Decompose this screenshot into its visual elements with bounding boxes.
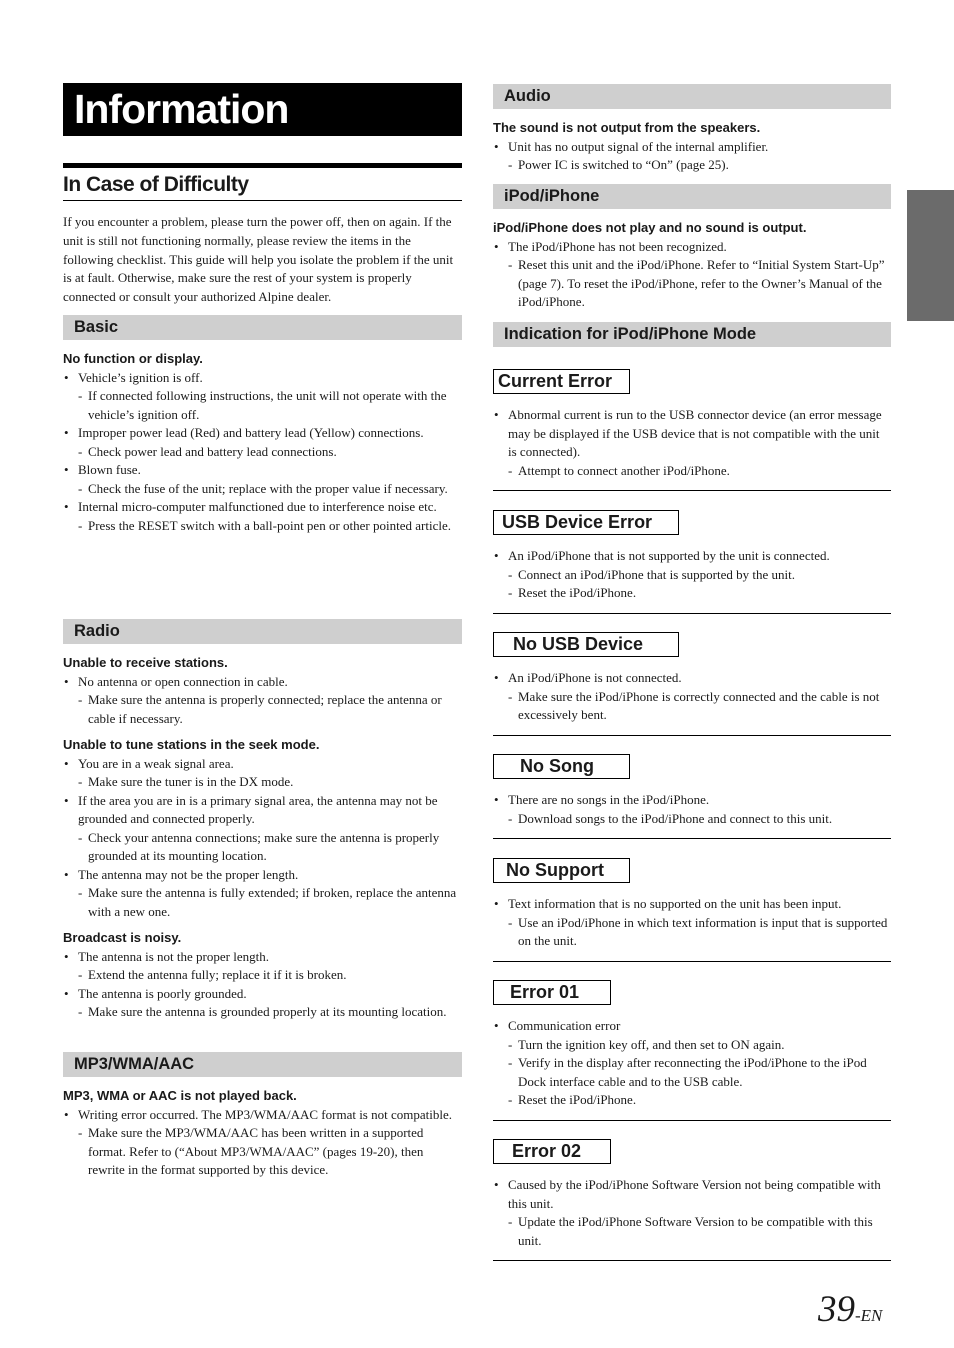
remedy-item: - Download songs to the iPod/iPhone and connect to this unit.	[493, 810, 891, 829]
remedy-item: - Check power lead and battery lead connections.	[63, 443, 462, 462]
remedy-item: - If connected following instructions, the unit will not operate with the vehicle’s ignition off.	[63, 387, 462, 424]
remedy-item: - Use an iPod/iPhone in which text information is input that is supported on the unit.	[493, 914, 891, 951]
remedy-item: - Make sure the iPod/iPhone is correctly connected and the cable is not excessively bent.	[493, 688, 891, 725]
category-heading-radio: Radio	[63, 619, 462, 644]
error-label: Current Error	[493, 369, 630, 394]
error-label: Error 01	[493, 980, 611, 1005]
cause-item: • There are no songs in the iPod/iPhone.	[493, 791, 891, 810]
problem-heading: iPod/iPhone does not play and no sound is output.	[493, 220, 807, 235]
error-label: No USB Device	[493, 632, 679, 657]
error-no-usb-device	[493, 632, 891, 736]
cause-item: • An iPod/iPhone is not connected.	[493, 669, 891, 688]
mp3-section	[63, 1052, 462, 1180]
cause-item: • Vehicle’s ignition is off.	[63, 369, 462, 388]
error-label: Error 02	[493, 1139, 611, 1164]
remedy-item: - Reset this unit and the iPod/iPhone. Refer to “Initial System Start-Up” (page 7). To reset the iPod/iPhone, refer to the Owner’s Manual of the iPod/iPhone.	[493, 256, 891, 312]
cause-item: • Abnormal current is run to the USB connector device (an error message may be displayed if the USB device that is not compatible with the unit is connected).	[493, 406, 891, 462]
cause-item: • Text information that is no supported on the unit has been input.	[493, 895, 891, 914]
error-label: No Support	[493, 858, 630, 883]
remedy-item: - Make sure the antenna is grounded properly at its mounting location.	[63, 1003, 462, 1022]
category-heading-audio: Audio	[493, 84, 891, 109]
ipod-section	[493, 184, 891, 312]
cause-item: • No antenna or open connection in cable.	[63, 673, 462, 692]
problem-heading: Unable to tune stations in the seek mode.	[63, 737, 320, 752]
cause-item: • Blown fuse.	[63, 461, 462, 480]
category-heading-mp3: MP3/WMA/AAC	[63, 1052, 462, 1077]
problem-heading: MP3, WMA or AAC is not played back.	[63, 1088, 297, 1103]
cause-item: • An iPod/iPhone that is not supported by the unit is connected.	[493, 547, 891, 566]
page-number	[818, 1286, 882, 1340]
cause-item: • Caused by the iPod/iPhone Software Version not being compatible with this unit.	[493, 1176, 891, 1213]
remedy-item: - Make sure the MP3/WMA/AAC has been written in a supported format. Refer to (“About MP3/WMA/AAC” (pages 19-20), then rewrite in the format supported by this device.	[63, 1124, 462, 1180]
cause-item: • The antenna may not be the proper length.	[63, 866, 462, 885]
category-heading-basic: Basic	[63, 315, 462, 340]
cause-item: • Internal micro-computer malfunctioned due to interference noise etc.	[63, 498, 462, 517]
error-01	[493, 980, 891, 1121]
audio-section	[493, 84, 891, 175]
error-no-song	[493, 754, 891, 839]
cause-item: • The iPod/iPhone has not been recognized.	[493, 238, 891, 257]
problem-heading: Unable to receive stations.	[63, 655, 228, 670]
cause-item: • Unit has no output signal of the internal amplifier.	[493, 138, 891, 157]
remedy-item: - Make sure the tuner is in the DX mode.	[63, 773, 462, 792]
cause-item: • The antenna is not the proper length.	[63, 948, 462, 967]
error-no-support	[493, 858, 891, 962]
side-tab-marker	[907, 190, 954, 321]
radio-section	[63, 619, 462, 1022]
cause-item: • Improper power lead (Red) and battery lead (Yellow) connections.	[63, 424, 462, 443]
page-number-value: 39	[818, 1289, 855, 1330]
remedy-item: - Reset the iPod/iPhone.	[493, 584, 891, 603]
problem-heading: The sound is not output from the speakers.	[493, 120, 761, 135]
cause-item: • Writing error occurred. The MP3/WMA/AAC format is not compatible.	[63, 1106, 462, 1125]
cause-item: • If the area you are in is a primary signal area, the antenna may not be grounded and connected properly.	[63, 792, 462, 829]
page-number-suffix: -EN	[855, 1306, 883, 1325]
category-heading-indication: Indication for iPod/iPhone Mode	[493, 322, 891, 347]
remedy-item: - Make sure the antenna is fully extended; if broken, replace the antenna with a new one.	[63, 884, 462, 921]
problem-heading: No function or display.	[63, 351, 203, 366]
remedy-item: - Extend the antenna fully; replace it if it is broken.	[63, 966, 462, 985]
indication-section	[493, 322, 891, 357]
intro-paragraph: If you encounter a problem, please turn the power off, then on again. If the unit is still not functioning normally, please review the items in the following checklist. This guide will help you isolate the problem if the unit is at fault. Otherwise, make sure the rest of your system is properly connected or consult your authorized Alpine dealer.	[63, 214, 454, 305]
cause-item: • You are in a weak signal area.	[63, 755, 462, 774]
remedy-item: - Verify in the display after reconnecting the iPod/iPhone to the iPod Dock interface cable and to the USB cable.	[493, 1054, 891, 1091]
remedy-item: - Attempt to connect another iPod/iPhone.	[493, 462, 891, 481]
problem-heading: Broadcast is noisy.	[63, 930, 182, 945]
remedy-item: - Check your antenna connections; make sure the antenna is properly grounded at its mounting location.	[63, 829, 462, 866]
error-02	[493, 1139, 891, 1261]
basic-section	[63, 315, 462, 535]
category-heading-ipod: iPod/iPhone	[493, 184, 891, 209]
cause-item: • Communication error	[493, 1017, 891, 1036]
page-title-banner: Information	[63, 83, 462, 136]
error-current	[493, 369, 891, 491]
error-label: No Song	[493, 754, 630, 779]
remedy-item: - Press the RESET switch with a ball-point pen or other pointed article.	[63, 517, 462, 536]
remedy-item: - Power IC is switched to “On” (page 25).	[493, 156, 891, 175]
section-title: In Case of Difficulty	[63, 163, 462, 201]
error-label: USB Device Error	[493, 510, 679, 535]
remedy-item: - Connect an iPod/iPhone that is supported by the unit.	[493, 566, 891, 585]
remedy-item: - Turn the ignition key off, and then set to ON again.	[493, 1036, 891, 1055]
remedy-item: - Reset the iPod/iPhone.	[493, 1091, 891, 1110]
error-usb-device	[493, 510, 891, 614]
remedy-item: - Check the fuse of the unit; replace with the proper value if necessary.	[63, 480, 462, 499]
cause-item: • The antenna is poorly grounded.	[63, 985, 462, 1004]
remedy-item: - Make sure the antenna is properly connected; replace the antenna or cable if necessary.	[63, 691, 462, 728]
remedy-item: - Update the iPod/iPhone Software Version to be compatible with this unit.	[493, 1213, 891, 1250]
